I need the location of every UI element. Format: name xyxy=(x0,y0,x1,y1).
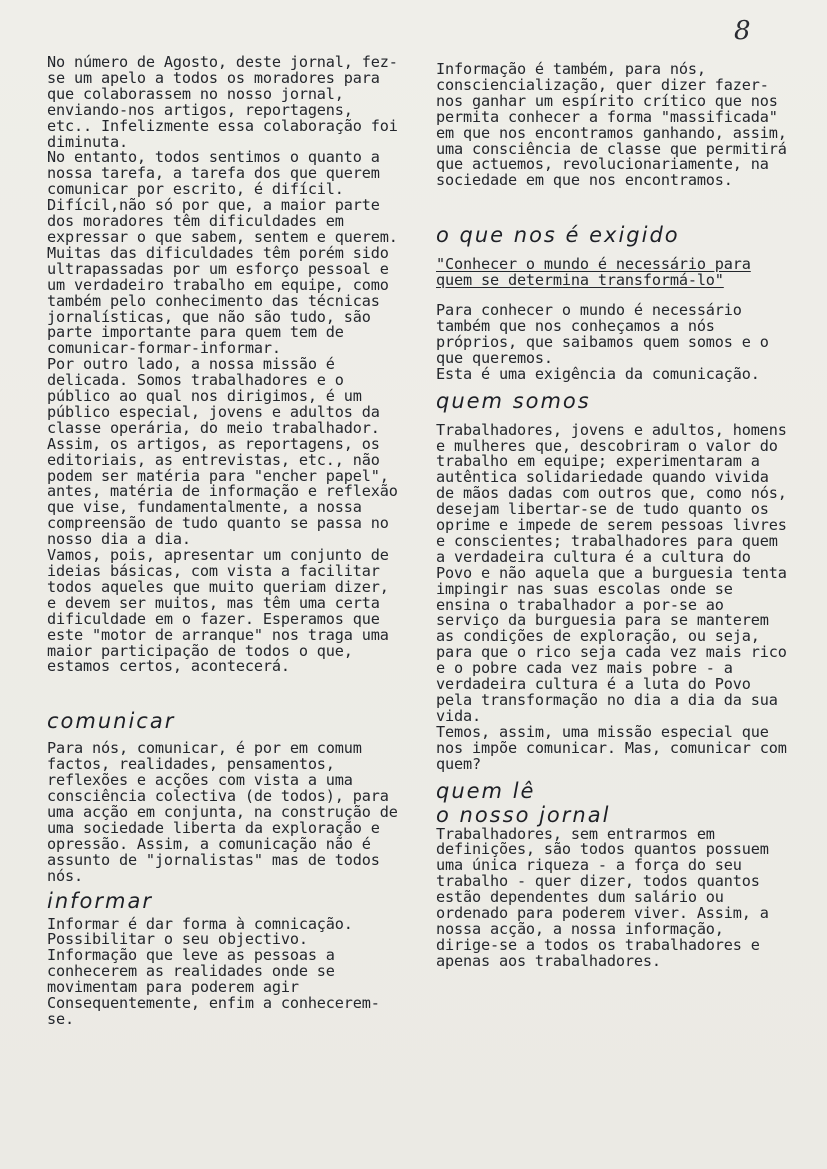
intro-paragraph-2: No entanto, todos sentimos o quanto a nossa tarefa, a tarefa dos que querem comunicar por escrito, é difícil. Difícil,não só por que, a maior parte dos moradores têm dificuldades em expressar o que sabem, sentem e querem. Muitas das dificuldades têm porém sido ultrapassadas por um esforço pessoal e um verdadeiro trabalho em equipe, como também pelo conhecimento das técnicas jornalísticas, que não são tudo, são parte importante para quem tem de comunicar-formar-informar. xyxy=(47,148,398,358)
informar-text: Informar é dar forma à comnicação. Possibilitar o seu objectivo. Informação que leve as pessoas a conhecerem as realidades onde se movimentam para poderem agir Consequentemente, enfim a conhecerem-se. xyxy=(47,914,380,1028)
quem-somos-text-2: Temos, assim, uma missão especial que nos impõe comunicar. Mas, comunicar com quem? xyxy=(436,722,787,773)
heading-quem-somos: quem somos xyxy=(436,388,591,413)
left-column xyxy=(47,55,402,1028)
exigido-text-1: Para conhecer o mundo é necessário também que nos conheçamos a nós próprios, que saibamos quem somos e o que queremos. xyxy=(436,301,769,367)
quote-conhecer-o-mundo: "Conhecer o mundo é necessário para quem se determina transformá-lo" xyxy=(436,255,751,290)
heading-informar: informar xyxy=(47,888,153,913)
quem-le-text: Trabalhadores, sem entrarmos em definições, são todos quantos possuem uma única riqueza - a força do seu trabalho - quer dizer, todos quantos estão dependentes dum salário ou ordenado para poderem viver. Assim, a nossa acção, a nossa informação, dirige-se a todos os trabalhadores e apenas aos trabalhadores. xyxy=(436,824,769,970)
intro-paragraph-3: Por outro lado, a nossa missão é delicada. Somos trabalhadores e o público ao qual nos dirigimos, é um público especial, jovens e adultos da classe operária, do meio trabalhador. Assim, os artigos, as reportagens, os editoriais, as entrevistas, etc., não podem ser matéria para "encher papel", antes, matéria de informação e reflexão que vise, fundamentalmente, a nossa compreensão de tudo quanto se passa no nosso dia a dia. xyxy=(47,355,398,549)
intro-paragraph-1: No número de Agosto, deste jornal, fez-se um apelo a todos os moradores para que colaborassem no nosso jornal, enviando-nos artigos, reportagens, etc.. Infelizmente essa colaboração foi diminuta. xyxy=(47,53,398,151)
heading-quem-le: quem lê xyxy=(436,778,536,803)
right-column xyxy=(436,62,792,970)
right-intro-paragraph: Informação é também, para nós, consciencialização, quer dizer fazer-nos ganhar um espírito crítico que nos permita conhecer a forma "massificada" em que nos encontramos ganhando, assim, uma consciência de classe que permitirá que actuemos, revolucionariamente, na sociedade em que nos encontramos. xyxy=(436,60,787,190)
page-number: 8 xyxy=(734,16,751,46)
heading-o-nosso-jornal: o nosso jornal xyxy=(436,802,611,827)
quem-somos-text-1: Trabalhadores, jovens e adultos, homens e mulheres que, descobriram o valor do trabalho em equipe; experimentaram a autêntica solidariedade quando vivida de mãos dadas com outros que, como nós, desejam libertar-se de tudo quanto os oprime e impede de serem pessoas livres e conscientes; trabalhadores para quem a verdadeira cultura é a cultura do Povo e não aquela que a burguesia tenta impingir nas suas escolas onde se ensina o trabalhador a por-se ao serviço da burguesia para se manterem as condições de exploração, ou seja, para que o rico seja cada vez mais rico e o pobre cada vez mais pobre - a verdadeira cultura é a luta do Povo pela transformação no dia a dia da sua vida. xyxy=(436,420,787,725)
heading-o-que-nos-e-exigido: o que nos é exigido xyxy=(436,223,680,248)
heading-comunicar: comunicar xyxy=(47,709,176,734)
exigido-text-2: Esta é uma exigência da comunicação. xyxy=(436,364,760,383)
intro-paragraph-4: Vamos, pois, apresentar um conjunto de ideias básicas, com vista a facilitar todos aqueles que muito queriam dizer, e devem ser muitos, mas têm uma certa dificuldade em o fazer. Esperamos que este "motor de arranque" nos traga uma maior participação de todos o que, estamos certos, acontecerá. xyxy=(47,546,389,676)
comunicar-text: Para nós, comunicar, é por em comum factos, realidades, pensamentos, reflexões e acções com vista a uma consciência colectiva (de todos), para uma acção em conjunta, na construção de uma sociedade liberta da exploração e opressão. Assim, a comunicação não é assunto de "jornalistas" mas de todos nós. xyxy=(47,739,398,885)
